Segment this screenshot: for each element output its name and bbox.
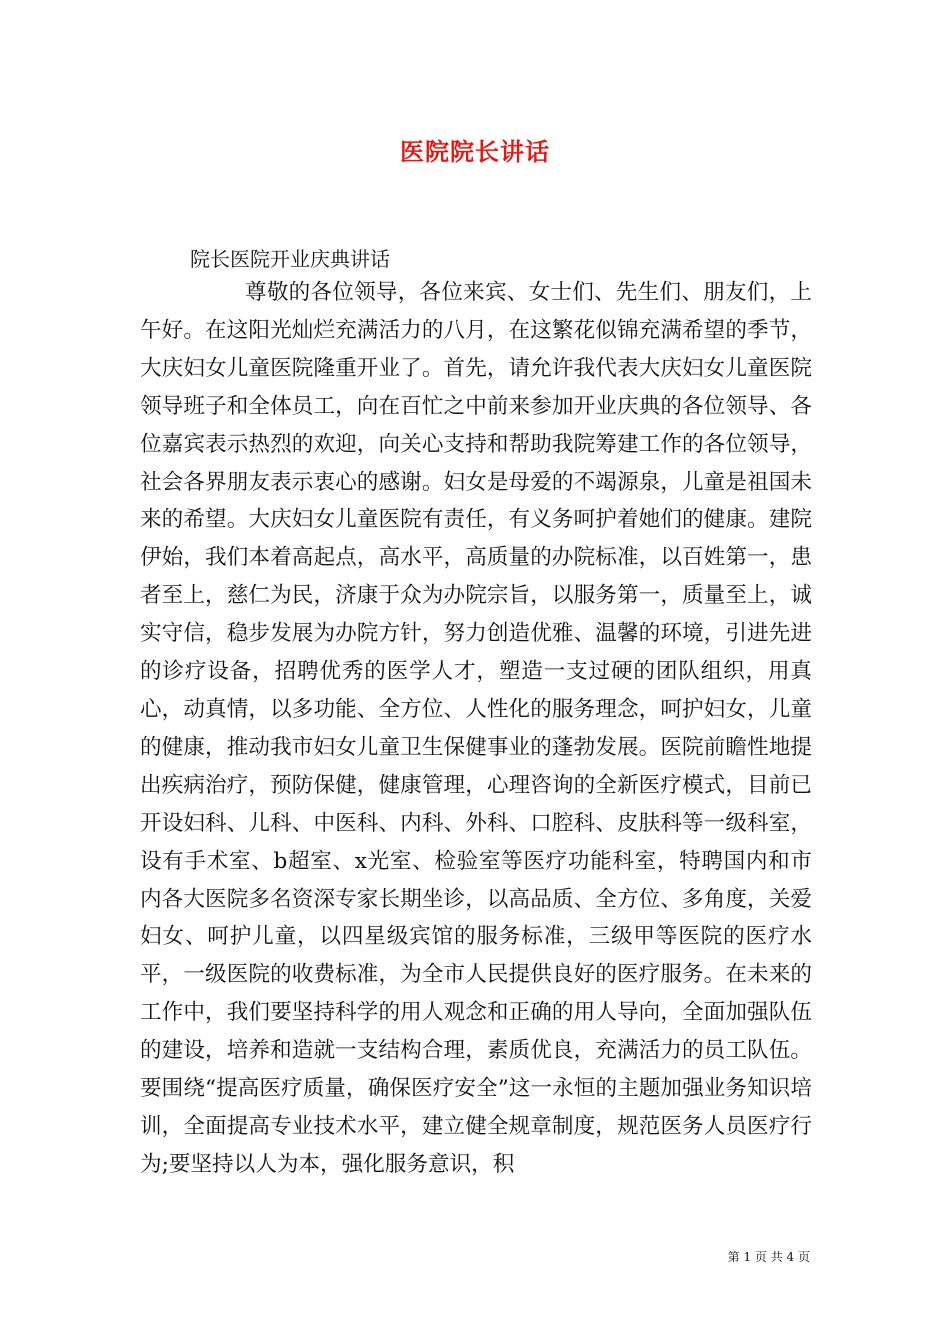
speech-body-paragraph: 尊敬的各位领导，各位来宾、女士们、先生们、朋友们，上午好。在这阳光灿烂充满活力的八月，在这繁花似锦充满希望的季节，大庆妇女儿童医院隆重开业了。首先，请允许我代表大庆妇女儿童医院领导班子和全体员工，向在百忙之中前来参加开业庆典的各位领导、各位嘉宾表示热烈的欢迎，向关心支持和帮助我院筹建工作的各位领导，社会各界朋友表示衷心的感谢。妇女是母爱的不竭源泉，儿童是祖国未来的希望。大庆妇女儿童医院有责任，有义务呵护着她们的健康。建院伊始，我们本着高起点，高水平，高质量的办院标准，以百姓第一，患者至上，慈仁为民，济康于众为办院宗旨，以服务第一，质量至上，诚实守信，稳步发展为办院方针，努力创造优雅、温馨的环境，引进先进的诊疗设备，招聘优秀的医学人才，塑造一支过硬的团队组织，用真心，动真情，以多功能、全方位、人性化的服务理念，呵护妇女，儿童的健康，推动我市妇女儿童卫生保健事业的蓬勃发展。医院前瞻性地提出疾病治疗，预防保健，健康管理，心理咨询的全新医疗模式，目前已开设妇科、儿科、中医科、内科、外科、口腔科、皮肤科等一级科室，设有手术室、b超室、x光室、检验室等医疗功能科室，特聘国内和市内各大医院多名资深专家长期坐诊，以高品质、全方位、多角度，关爱妇女、呵护儿童，以四星级宾馆的服务标准，三级甲等医院的医疗水平，一级医院的收费标准，为全市人民提供良好的医疗服务。在未来的工作中，我们要坚持科学的用人观念和正确的用人导向，全面加强队伍的建设，培养和造就一支结构合理，素质优良，充满活力的员工队伍。要围绕“提高医疗质量，确保医疗安全”这一永恒的主题加强业务知识培训，全面提高专业技术水平，建立健全规章制度，规范医务人员医疗行为;要坚持以人为本，强化服务意识，积: [140, 280, 812, 1177]
page-number-footer: 第 1 页 共 4 页: [727, 1250, 810, 1264]
speech-subheading: 院长医院开业庆典讲话: [190, 247, 390, 271]
document-title: 医院院长讲话: [400, 137, 550, 166]
